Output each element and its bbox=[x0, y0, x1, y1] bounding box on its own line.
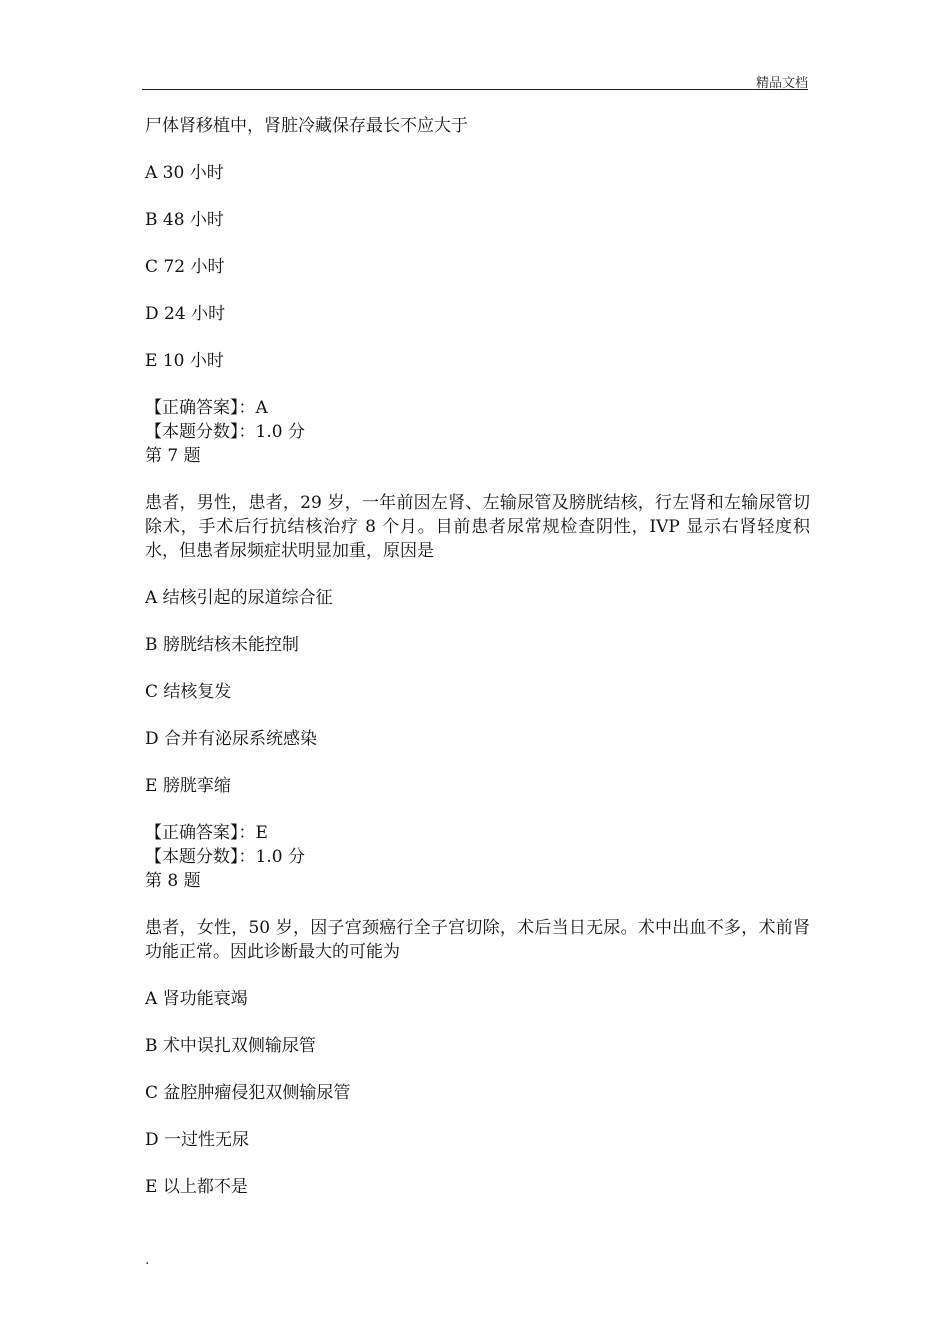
footer-mark: . bbox=[145, 1252, 150, 1268]
option-a: A 30 小时 bbox=[145, 163, 224, 183]
option-d: D 一过性无尿 bbox=[145, 1130, 250, 1150]
option-e: E 膀胱挛缩 bbox=[145, 776, 231, 796]
option-b: B 48 小时 bbox=[145, 210, 224, 230]
option-e: E 10 小时 bbox=[145, 351, 224, 371]
option-a: A 结核引起的尿道综合征 bbox=[145, 588, 333, 608]
option-c: C 结核复发 bbox=[145, 682, 232, 702]
question-number: 第 7 题 bbox=[145, 446, 201, 466]
option-b: B 术中误扎双侧输尿管 bbox=[145, 1036, 316, 1056]
option-a: A 肾功能衰竭 bbox=[145, 989, 248, 1009]
option-d: D 24 小时 bbox=[145, 304, 226, 324]
question-stem: 尸体肾移植中，肾脏冷藏保存最长不应大于 bbox=[145, 116, 468, 136]
header-divider bbox=[142, 89, 808, 90]
option-c: C 72 小时 bbox=[145, 257, 225, 277]
question-score: 【本题分数】：1.0 分 bbox=[145, 422, 305, 442]
option-d: D 合并有泌尿系统感染 bbox=[145, 729, 318, 749]
document-header-label: 精品文档 bbox=[755, 76, 808, 91]
document-content bbox=[145, 114, 810, 1222]
question-block bbox=[145, 869, 810, 1199]
question-score: 【本题分数】：1.0 分 bbox=[145, 847, 305, 867]
option-c: C 盆腔肿瘤侵犯双侧输尿管 bbox=[145, 1083, 351, 1103]
question-block bbox=[145, 114, 810, 444]
option-e: E 以上都不是 bbox=[145, 1177, 248, 1197]
question-block bbox=[145, 444, 810, 869]
question-stem: 患者，女性，50 岁，因子宫颈癌行全子宫切除，术后当日无尿。术中出血不多，术前肾功能正常。因此诊断最大的可能为 bbox=[145, 918, 810, 962]
correct-answer: 【正确答案】：A bbox=[145, 398, 268, 418]
question-number: 第 8 题 bbox=[145, 871, 201, 891]
correct-answer: 【正确答案】：E bbox=[145, 823, 268, 843]
question-stem: 患者，男性，患者，29 岁，一年前因左肾、左输尿管及膀胱结核，行左肾和左输尿管切除术，手术后行抗结核治疗 8 个月。目前患者尿常规检查阴性，IVP 显示右肾轻度积水，但患者尿频症状明显加重，原因是 bbox=[145, 493, 810, 561]
option-b: B 膀胱结核未能控制 bbox=[145, 635, 299, 655]
